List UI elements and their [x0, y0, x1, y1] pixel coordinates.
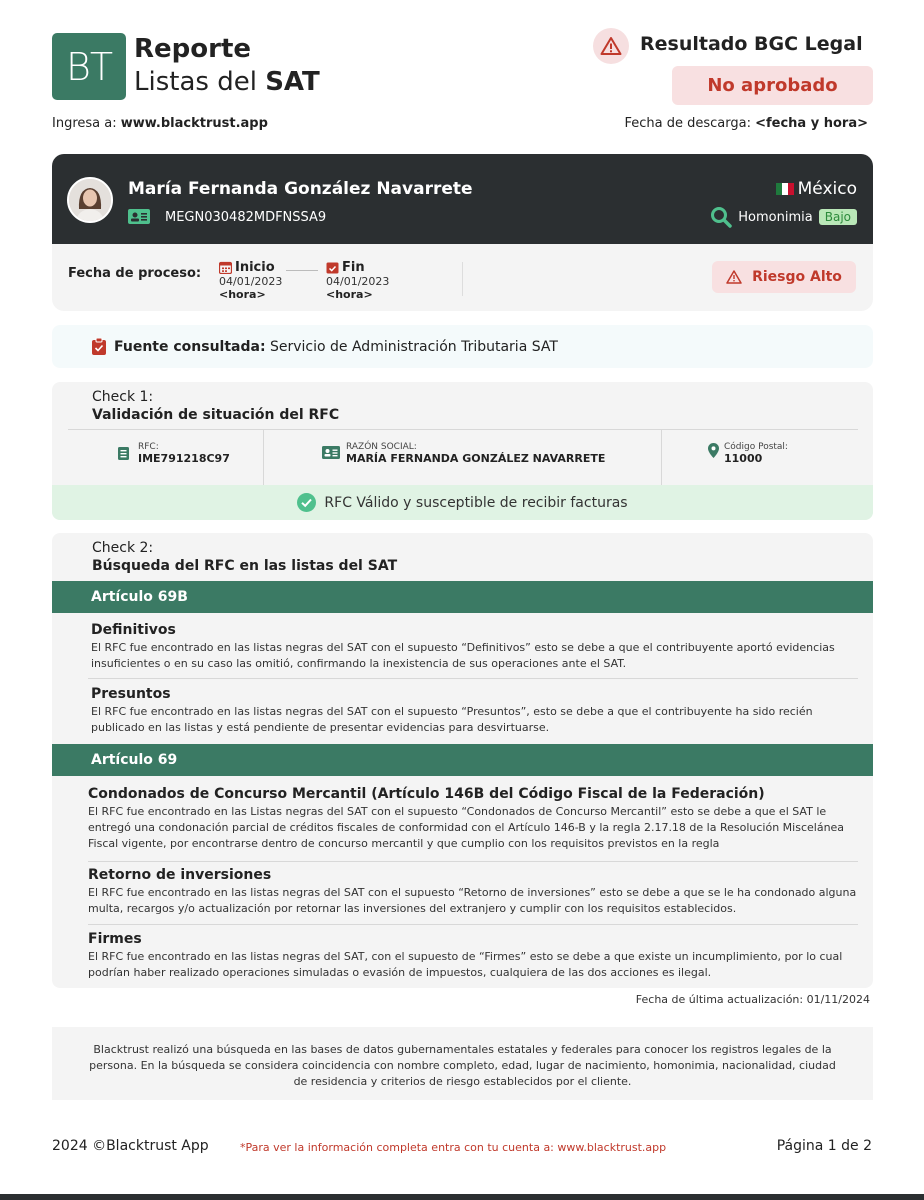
report-subtitle: Listas del SAT	[134, 67, 320, 97]
razon-social-cell: RAZÓN SOCIAL: MARÍA FERNANDA GONZÁLEZ NAVARRETE	[264, 430, 662, 486]
check-2-section	[52, 533, 873, 988]
divider	[88, 861, 858, 862]
rfc-details-row	[68, 429, 858, 485]
person-name: María Fernanda González Navarrete	[128, 179, 473, 199]
person-header	[52, 154, 873, 244]
source-banner: Fuente consultada: Servicio de Administración Tributaria SAT	[52, 325, 873, 368]
search-icon	[710, 206, 732, 228]
download-date: Fecha de descarga: <fecha y hora>	[624, 116, 868, 131]
bottom-border	[0, 1194, 924, 1200]
rfc-cell: RFC: IME791218C97	[68, 430, 264, 486]
process-date-label: Fecha de proceso:	[68, 266, 202, 281]
rfc-valid-banner: RFC Válido y susceptible de recibir facturas	[52, 485, 873, 520]
check-2-label: Check 2:	[92, 540, 154, 556]
last-update: Fecha de última actualización: 01/11/2024	[635, 993, 870, 1006]
list-item-definitivos: Definitivos El RFC fue encontrado en las listas negras del SAT con el supuesto “Definitivos” esto se debe a que el contribuyente aportó evidencias insuficientes o en su caso las omitió, confirmando la inexistencia de sus operaciones ante el SAT.	[91, 622, 835, 670]
list-item-presuntos: Presuntos El RFC fue encontrado en las listas negras del SAT con el supuesto “Presuntos”, esto se debe a que el contribuyente ha sido recién publicado en las listas y está pendiente de presentar evidencias para desvirtuarse.	[91, 686, 813, 734]
website-link[interactable]: www.blacktrust.app	[120, 116, 268, 131]
blacktrust-logo: BT	[52, 33, 126, 100]
article-69b-header: Artículo 69B	[52, 581, 873, 613]
person-curp: MEGN030482MDFNSSA9	[165, 210, 327, 225]
footer-note[interactable]: *Para ver la información completa entra con tu cuenta a: www.blacktrust.app	[240, 1141, 667, 1154]
homonimia: Homonimia Bajo	[710, 206, 857, 228]
list-item-firmes: Firmes El RFC fue encontrado en las listas negras del SAT, con el supuesto de “Firmes” esto se debe a que existe un incumplimiento, por lo cual podrían haber realizado operaciones simuladas o evasión de impuestos, cualquiera de las dos acciones es ilegal.	[88, 931, 843, 979]
mexico-flag-icon	[776, 183, 794, 195]
list-item-retorno: Retorno de inversiones El RFC fue encontrado en las listas negras del SAT con el supuesto “Retorno de inversiones” esto se debe a que se le ha condonado alguna multa, recargos y/o actualización por retornar las inversiones del extranjero y cumplir con los requisitos establecidos.	[88, 867, 857, 915]
id-card-icon	[322, 444, 340, 463]
clipboard-check-icon	[92, 338, 106, 355]
check-1-title: Validación de situación del RFC	[92, 407, 340, 423]
rfc-value: IME791218C97	[138, 452, 230, 465]
risk-badge: Riesgo Alto	[712, 261, 856, 293]
postal-code-value: 11000	[724, 452, 763, 465]
result-status-badge: No aprobado	[672, 66, 873, 105]
divider	[462, 262, 463, 296]
location-pin-icon	[708, 443, 719, 462]
document-icon	[118, 445, 129, 464]
razon-social-value: MARÍA FERNANDA GONZÁLEZ NAVARRETE	[346, 452, 606, 465]
check-circle-icon	[297, 493, 316, 512]
check-2-title: Búsqueda del RFC en las listas del SAT	[92, 558, 398, 574]
process-start: Inicio 04/01/2023 <hora>	[219, 260, 283, 301]
report-title: Reporte	[134, 34, 252, 64]
ingresa-line: Ingresa a: www.blacktrust.app	[52, 116, 268, 131]
page-number: Página 1 de 2	[776, 1138, 872, 1154]
id-card-icon	[128, 209, 150, 228]
divider	[88, 924, 858, 925]
country: México	[776, 179, 857, 199]
avatar	[67, 177, 113, 223]
footer-copyright: 2024 ©Blacktrust App	[52, 1138, 209, 1154]
divider	[88, 678, 858, 679]
warning-icon	[726, 270, 742, 284]
calendar-check-icon	[326, 261, 339, 274]
calendar-icon	[219, 261, 232, 274]
process-end: Fin 04/01/2023 <hora>	[326, 260, 390, 301]
article-69-header: Artículo 69	[52, 744, 873, 776]
list-item-condonados: Condonados de Concurso Mercantil (Artículo 146B del Código Fiscal de la Federación) El RFC fue encontrado en las Listas negras del SAT con el supuesto “Condonados de Concurso Mercantil” esto se debe a que el SAT le entregó una condonación parcial de créditos fiscales de conformidad con el Artículo 146-B y la regla 2.17.18 de la Resolución Miscelánea Fiscal vigente, por encontrarse dentro de concurso mercantil y que cumplio con los requisitos previstos en la regla	[88, 786, 845, 850]
result-title: Resultado BGC Legal	[640, 33, 863, 55]
disclaimer: Blacktrust realizó una búsqueda en las bases de datos gubernamentales estatales y federales para conocer los registros legales de la persona. En la búsqueda se considera coincidencia con nombre completo, edad, lugar de nacimiento, homonimia, nacionalidad, ciudad de residencia y criterios de riesgo establecidos por el cliente.	[52, 1027, 873, 1100]
warning-icon	[593, 28, 629, 64]
homonimia-badge: Bajo	[819, 209, 857, 225]
postal-code-cell: Código Postal: 11000	[662, 430, 858, 486]
person-card	[52, 154, 873, 311]
check-1-label: Check 1:	[92, 389, 154, 405]
process-connector	[286, 270, 318, 271]
check-1-section	[52, 382, 873, 520]
